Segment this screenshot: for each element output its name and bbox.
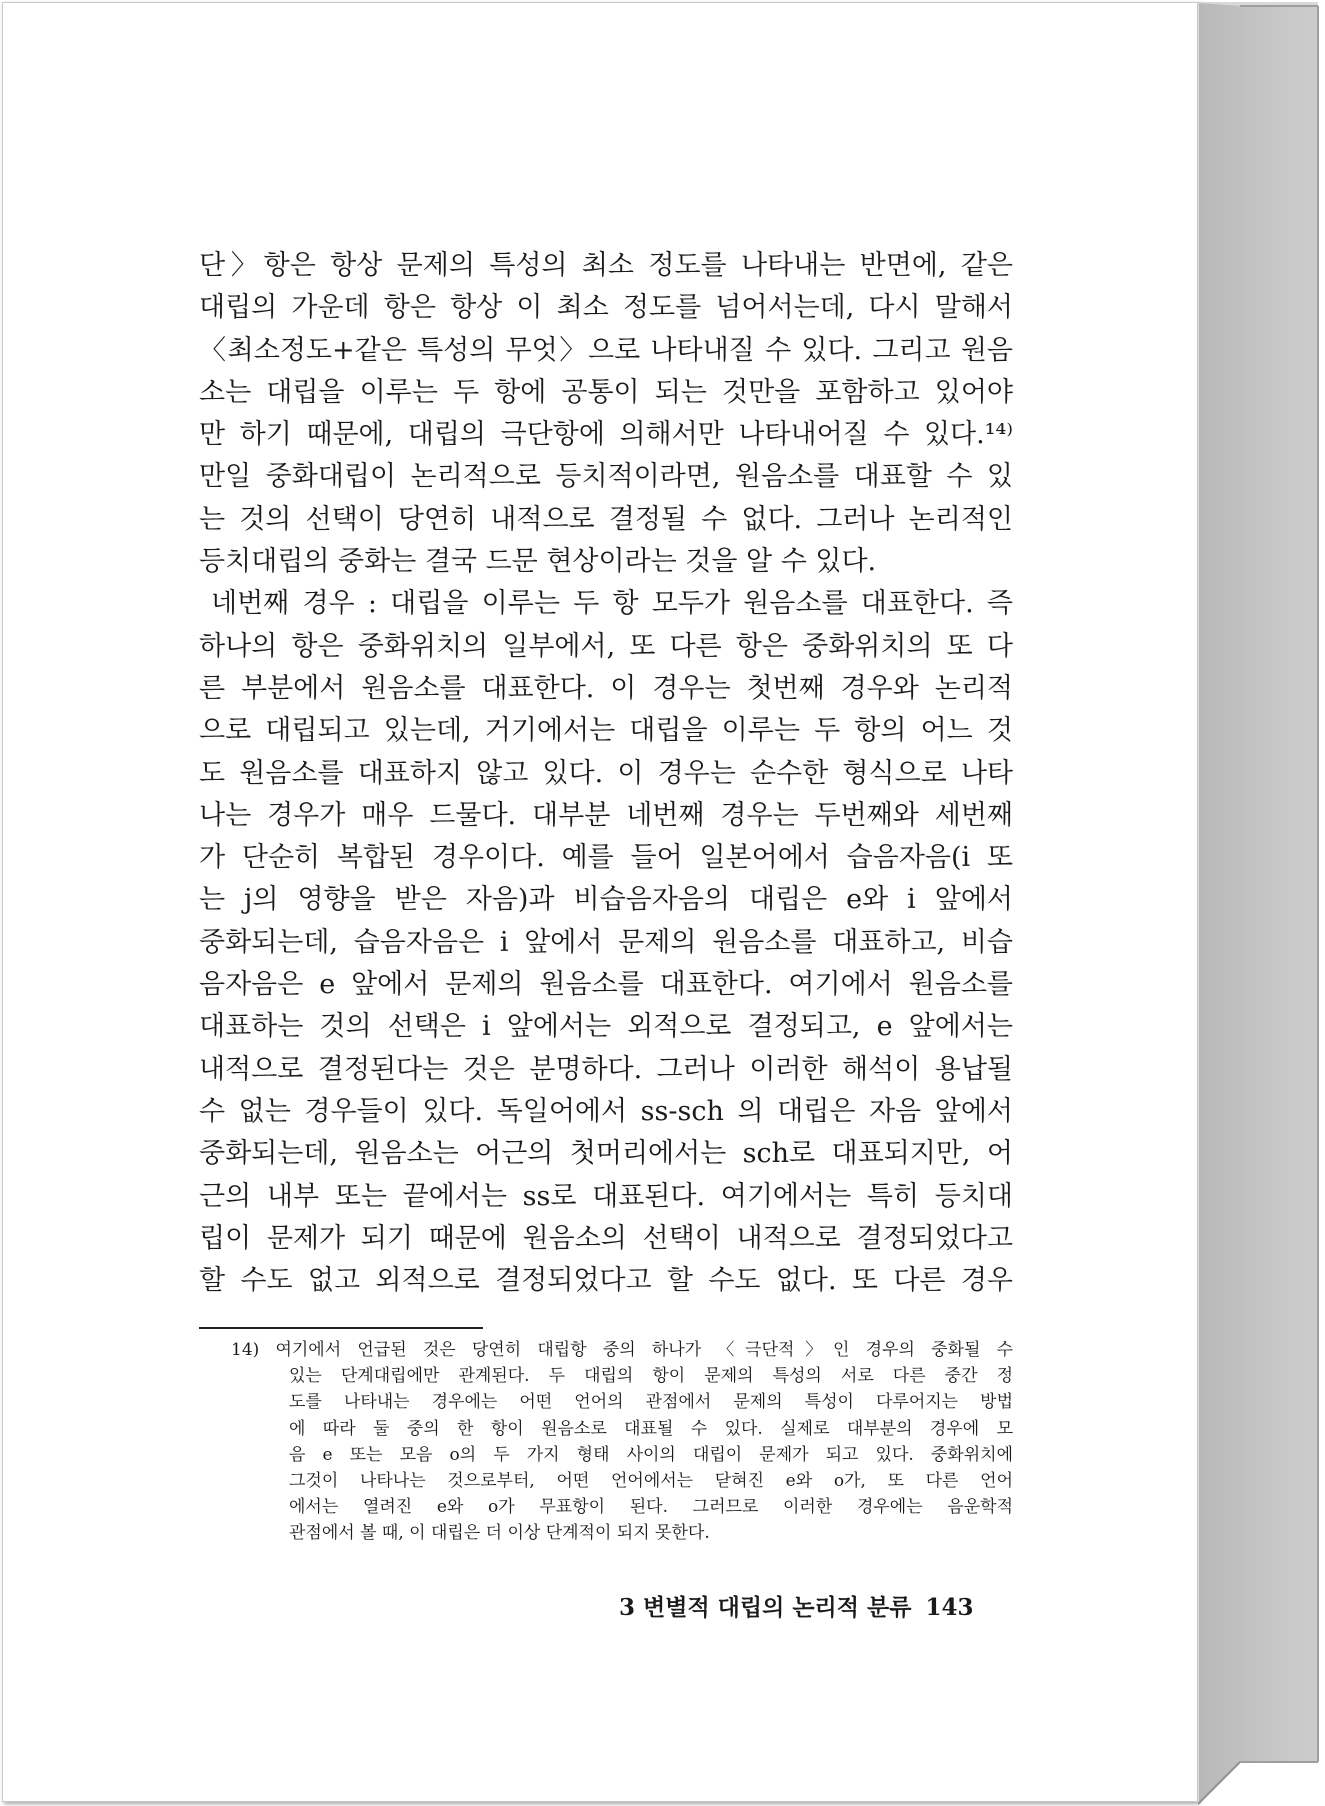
footnote-line: 관점에서 볼 때, 이 대립은 더 이상 단계적이 되지 못한다.	[289, 1523, 710, 1544]
chapter-title: 3 변별적 대립의 논리적 분류	[619, 1594, 912, 1621]
body-line: 가 단순히 복합된 경우이다. 예를 들어 일본어에서 습음자음(i 또	[199, 842, 1013, 874]
footnote-line: 에서는 열려진 e와 o가 무표항이 된다. 그러므로 이러한 경우에는 음운학적	[289, 1497, 1013, 1518]
body-line: 으로 대립되고 있는데, 거기에서는 대립을 이루는 두 항의 어느 것	[199, 715, 1013, 747]
footnote-line: 음 e 또는 모음 o의 두 가지 형태 사이의 대립이 문제가 되고 있다. 중화위치에	[289, 1444, 1013, 1465]
footnote-line: 에 따라 둘 중의 한 항이 원음소로 대표될 수 있다. 실제로 대부분의 경우에 모	[289, 1418, 1013, 1439]
footnote-divider	[199, 1327, 483, 1329]
footnote-line: 14) 여기에서 언급된 것은 당연히 대립항 중의 하나가 〈극단적〉인 경우의 중화될 수	[231, 1340, 1013, 1360]
footnote-line: 도를 나타내는 경우에는 어떤 언어의 관점에서 문제의 특성이 다루어지는 방법	[289, 1392, 1013, 1413]
body-line: 나는 경우가 매우 드물다. 대부분 네번째 경우는 두번째와 세번째	[199, 799, 1013, 831]
footnote-14	[233, 1337, 1013, 1547]
body-line: 등치대립의 중화는 결국 드문 현상이라는 것을 알 수 있다.	[199, 546, 877, 578]
body-text	[199, 245, 1013, 1302]
body-line: 대립의 가운데 항은 항상 이 최소 정도를 넘어서는데, 다시 말해서	[199, 292, 1013, 324]
body-line: 〈최소정도+같은 특성의 무엇〉으로 나타내질 수 있다. 그리고 원음	[199, 334, 1013, 366]
footnote-line: 있는 단계대립에만 관계된다. 두 대립의 항이 문제의 특성의 서로 다른 중간 정	[289, 1366, 1013, 1387]
body-line: 대표하는 것의 선택은 i 앞에서는 외적으로 결정되고, e 앞에서는	[199, 1011, 1013, 1043]
body-line: 내적으로 결정된다는 것은 분명하다. 그러나 이러한 해석이 용납될	[199, 1053, 1013, 1085]
book-page	[2, 2, 1198, 1802]
body-line: 중화되는데, 습음자음은 i 앞에서 문제의 원음소를 대표하고, 비습	[199, 926, 1013, 958]
body-line: 립이 문제가 되기 때문에 원음소의 선택이 내적으로 결정되었다고	[199, 1222, 1013, 1254]
book-edge	[1198, 0, 1320, 1806]
body-line: 만 하기 때문에, 대립의 극단항에 의해서만 나타내어질 수 있다.¹⁴⁾	[199, 419, 1013, 451]
body-line: 소는 대립을 이루는 두 항에 공통이 되는 것만을 포함하고 있어야	[199, 376, 1013, 408]
body-line: 중화되는데, 원음소는 어근의 첫머리에서는 sch로 대표되지만, 어	[199, 1138, 1013, 1170]
footnote-line: 그것이 나타나는 것으로부터, 어떤 언어에서는 닫혀진 e와 o가, 또 다른 언어	[289, 1470, 1013, 1491]
body-line: 는 j의 영향을 받은 자음)과 비습음자음의 대립은 e와 i 앞에서	[199, 884, 1013, 916]
page-number: 143	[925, 1594, 974, 1621]
body-line: 하나의 항은 중화위치의 일부에서, 또 다른 항은 중화위치의 또 다	[199, 630, 1013, 662]
body-line: 네번째 경우 : 대립을 이루는 두 항 모두가 원음소를 대표한다. 즉	[211, 588, 1013, 620]
body-line: 른 부분에서 원음소를 대표한다. 이 경우는 첫번째 경우와 논리적	[199, 672, 1013, 704]
running-footer	[619, 1589, 973, 1622]
body-line: 만일 중화대립이 논리적으로 등치적이라면, 원음소를 대표할 수 있	[199, 461, 1013, 493]
book-edge-shape	[1198, 0, 1320, 1806]
body-line: 할 수도 없고 외적으로 결정되었다고 할 수도 없다. 또 다른 경우	[199, 1265, 1013, 1297]
body-line: 도 원음소를 대표하지 않고 있다. 이 경우는 순수한 형식으로 나타	[199, 757, 1013, 789]
body-line: 음자음은 e 앞에서 문제의 원음소를 대표한다. 여기에서 원음소를	[199, 969, 1013, 1001]
body-line: 는 것의 선택이 당연히 내적으로 결정될 수 없다. 그러나 논리적인	[199, 503, 1013, 535]
body-line: 수 없는 경우들이 있다. 독일어에서 ss-sch 의 대립은 자음 앞에서	[199, 1095, 1013, 1127]
body-line: 단〉항은 항상 문제의 특성의 최소 정도를 나타내는 반면에, 같은	[199, 250, 1013, 281]
body-line: 근의 내부 또는 끝에서는 ss로 대표된다. 여기에서는 특히 등치대	[199, 1180, 1013, 1212]
